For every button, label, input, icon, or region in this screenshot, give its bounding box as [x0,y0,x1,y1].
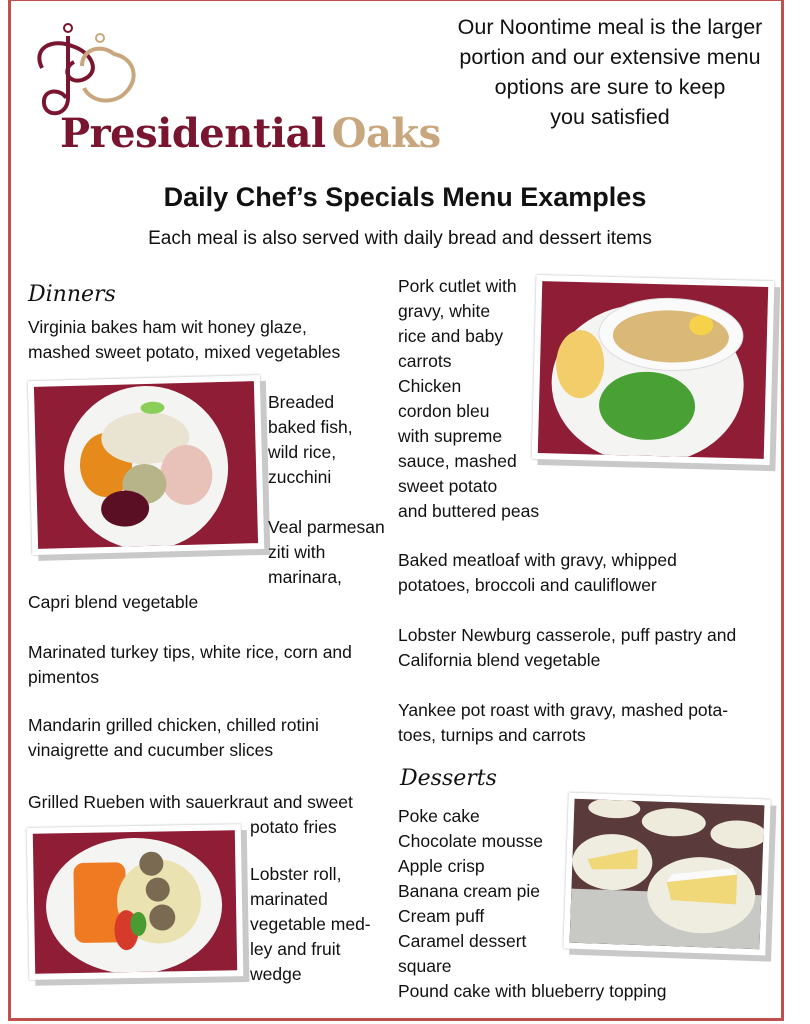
dinners-heading: Dinners [28,282,116,307]
plate-meatball-image-icon [33,830,237,974]
logo-wordmark [60,110,441,157]
dinner-item-rueben-cont: potato fries [250,817,337,837]
intro-text [440,12,780,132]
dessert-item: Chocolate mousse [398,831,543,851]
text-line: ziti with [268,542,326,562]
pie-plates-image-icon [570,799,765,950]
text-line: rice and baby [398,326,504,346]
dessert-item: Caramel dessert [398,931,527,951]
photo-pie-plates [563,793,770,956]
dinner-item-rueben: Grilled Rueben with sauerkraut and sweet [28,792,353,812]
dinner-items-pork-chicken [398,274,539,524]
photo-meatball-plate [27,824,244,980]
text-line: with supreme [398,426,503,446]
intro-line: portion and our extensive menu [459,45,761,69]
dinner-item-ham: Virginia bakes ham wit honey glaze, mashed sweet potato, mixed vegetables [28,317,341,362]
text-line: wild rice, [268,442,337,462]
text-line: carrots [398,351,452,371]
dinner-item-veal [268,515,385,590]
text-line: marinated [250,889,328,909]
text-line: Lobster roll, [250,864,342,884]
text-line: sauce, mashed [398,451,517,471]
text-line: gravy, white [398,301,491,321]
dessert-item: Banana cream pie [398,881,541,901]
desserts-heading: Desserts [400,766,497,791]
logo-word-oaks: Oaks [331,110,441,157]
intro-line: you satisfied [550,105,670,129]
text-line: Chicken [398,376,462,396]
dessert-item: square [398,956,452,976]
dinner-item-lobster-roll [250,862,371,987]
text-line: Pork cutlet with [398,276,517,296]
text-line: zucchini [268,467,332,487]
text-line: ley and fruit [250,939,341,959]
plate-ham-image-icon [34,381,258,549]
intro-line: Our Noontime meal is the larger [457,15,763,39]
text-line: and buttered peas [398,501,540,521]
dessert-item: Cream puff [398,906,485,926]
text-line: baked fish, [268,417,353,437]
text-line: vegetable med- [250,914,371,934]
presidential-oaks-logo [22,18,452,158]
text-line: sweet potato [398,476,498,496]
photo-ham-plate [28,375,264,555]
text-line: marinara, [268,567,342,587]
intro-line: options are sure to keep [494,75,726,99]
text-line: wedge [250,964,302,984]
dessert-item: Apple crisp [398,856,485,876]
photo-seafood-plate [532,275,775,465]
dinner-item-pot-roast: Yankee pot roast with gravy, mashed pota-toes, turnips and carrots [398,700,729,745]
dinner-item-lobster-newburg: Lobster Newburg casserole, puff pastry and California blend vegetable [398,625,737,670]
dinner-item-mandarin: Mandarin grilled chicken, chilled rotini vinaigrette and cucumber slices [28,715,319,760]
dinner-item-turkey: Marinated turkey tips, white rice, corn and pimentos [28,642,352,687]
dinner-item-fish [268,390,353,490]
dessert-item: Pound cake with blueberry topping [398,981,667,1001]
logo-word-presidential: Presidential [60,110,326,157]
dinner-item-veal-cont: Capri blend vegetable [28,592,199,612]
page-title: Daily Chef’s Specials Menu Examples [163,182,647,212]
dessert-item: Poke cake [398,806,480,826]
plate-seafood-image-icon [538,281,768,459]
text-line: Breaded [268,392,335,412]
text-line: cordon bleu [398,401,490,421]
page-subtitle: Each meal is also served with daily bread and dessert items [148,228,652,249]
dinner-item-meatloaf: Baked meatloaf with gravy, whipped potatoes, broccoli and cauliflower [398,550,677,595]
text-line: Veal parmesan [268,517,385,537]
